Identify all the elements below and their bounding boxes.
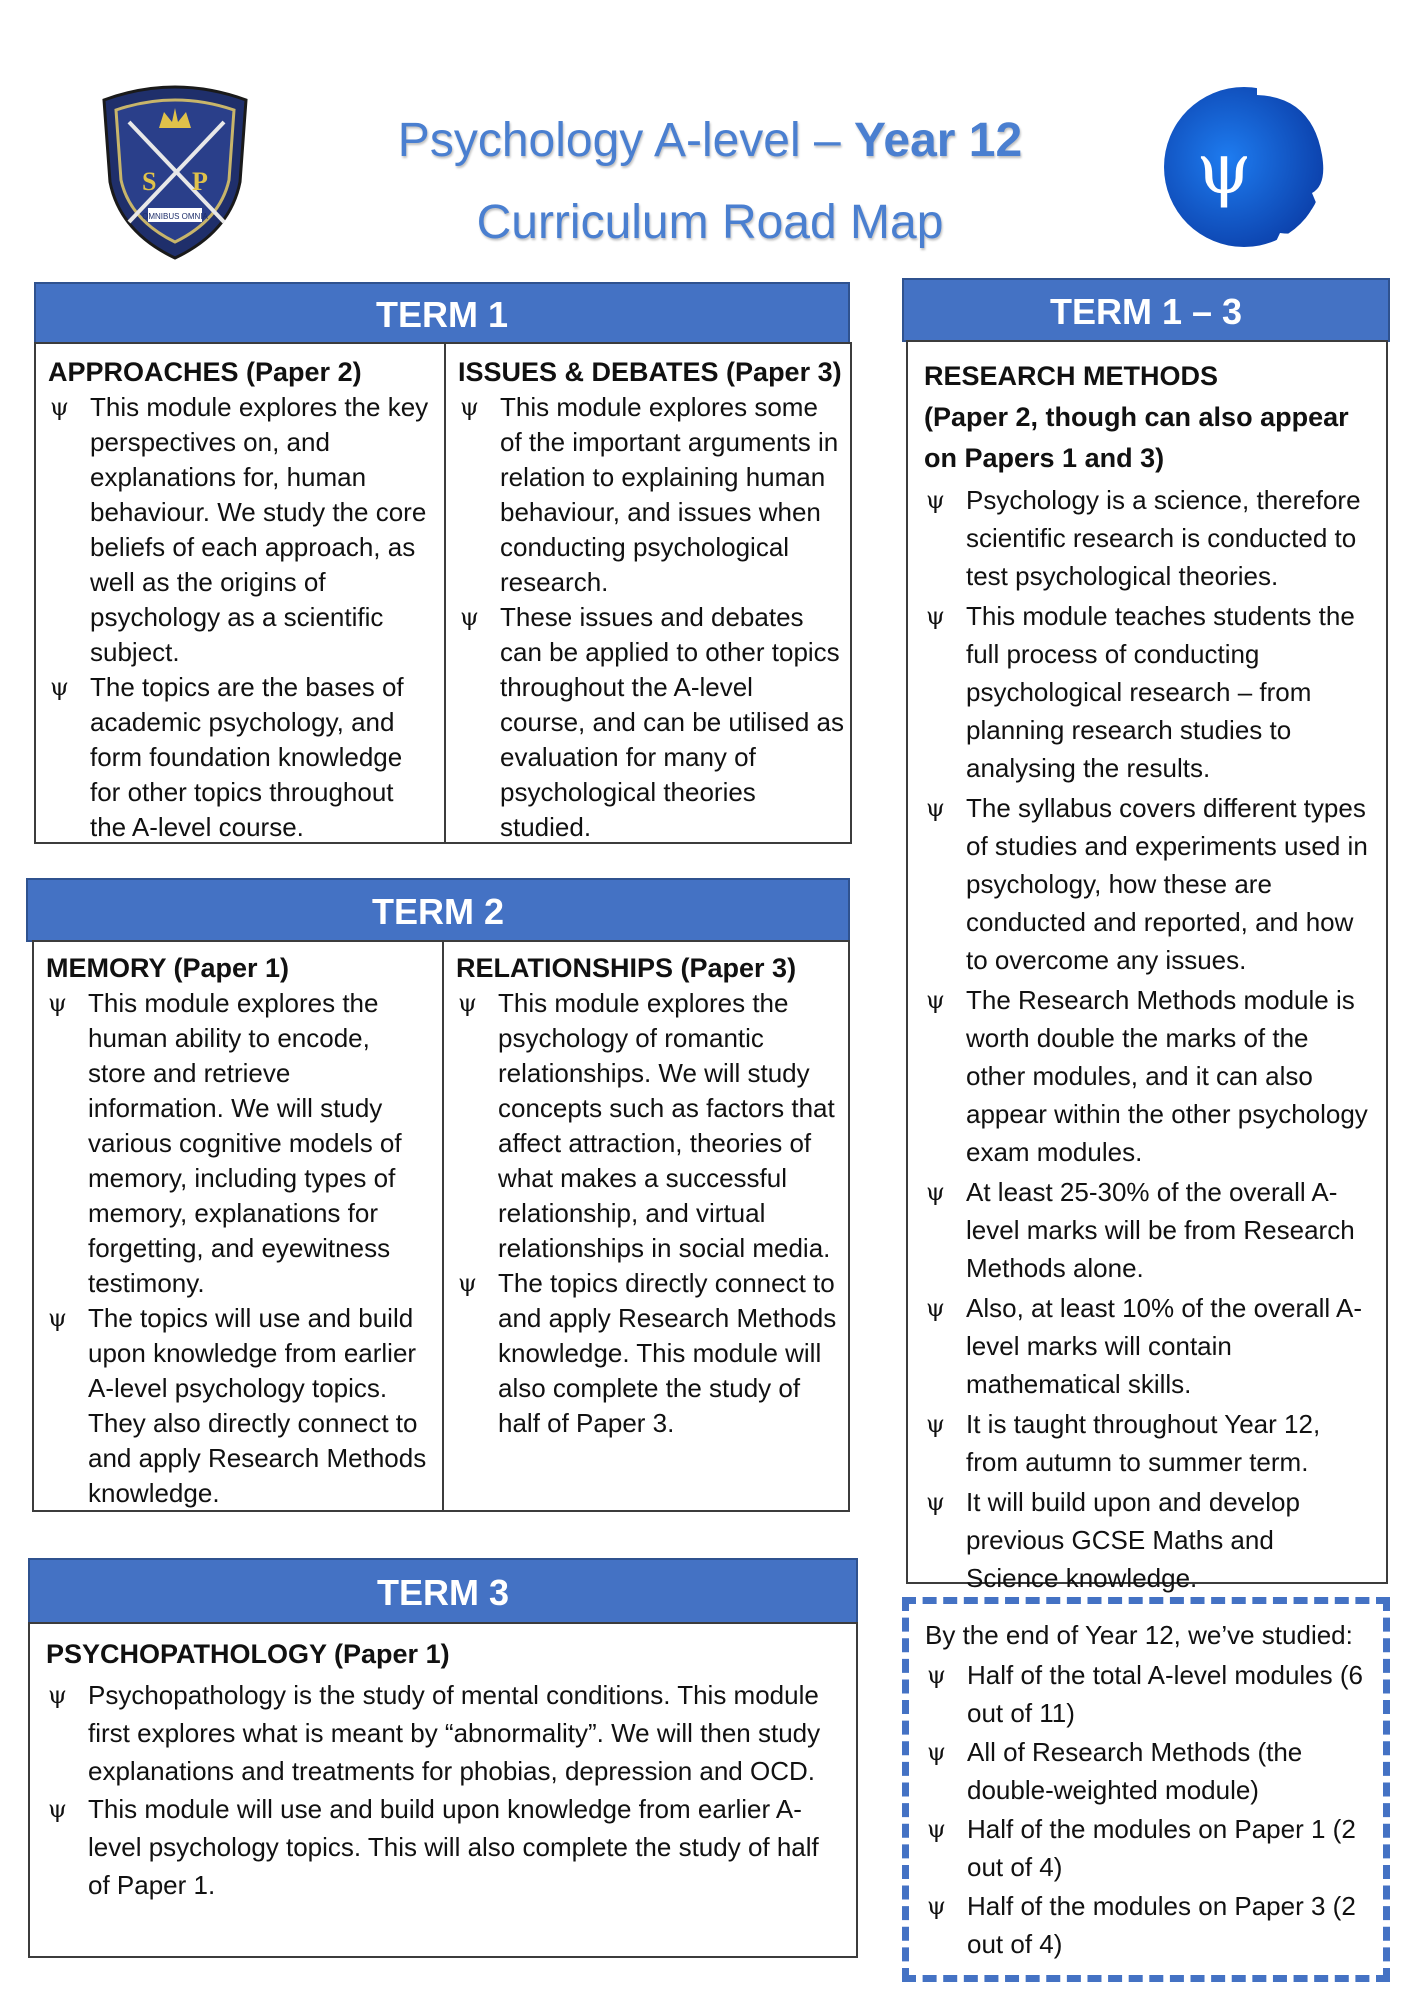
list-item: ψ Half of the modules on Paper 1 (2 out of 4) <box>925 1810 1365 1886</box>
approaches-column <box>36 344 446 842</box>
list-item: ψ Half of the total A-level modules (6 out of 11) <box>925 1656 1365 1732</box>
term3-header: TERM 3 <box>28 1558 858 1624</box>
research-methods-heading <box>924 356 1372 479</box>
list-item: ψ This module explores the human ability to encode, store and retrieve information. We will study various cognitive models of memory, including types of memory, explanations for forgetting, and eyewitness testimony. <box>46 986 432 1301</box>
list-item: ψ Also, at least 10% of the overall A-level marks will contain mathematical skills. <box>924 1289 1372 1403</box>
relationships-heading: RELATIONSHIPS (Paper 3) <box>456 953 797 983</box>
list-item: ψ It is taught throughout Year 12, from autumn to summer term. <box>924 1405 1372 1481</box>
term1-box <box>34 342 852 844</box>
list-item: ψ These issues and debates can be applied to other topics throughout the A-level course, and can be utilised as evaluation for many of psychological theories studied. <box>458 600 844 845</box>
title-prefix: Psychology A-level – <box>397 114 855 167</box>
list-item: ψ The Research Methods module is worth double the marks of the other modules, and it can also appear within the other psychology exam modules. <box>924 981 1372 1171</box>
list-item: ψ It will build upon and develop previous GCSE Maths and Science knowledge. <box>924 1483 1372 1597</box>
list-item: ψ This module explores the psychology of romantic relationships. We will study concepts such as factors that affect attraction, theories of what makes a successful relationship, and virtual relationships in social media. <box>456 986 842 1266</box>
relationships-column <box>444 942 848 1510</box>
issues-list <box>458 390 844 845</box>
term2-box <box>32 940 850 1512</box>
list-item: ψ Psychology is a science, therefore scientific research is conducted to test psychological theories. <box>924 481 1372 595</box>
summary-intro: By the end of Year 12, we’ve studied: <box>925 1620 1353 1650</box>
list-item: ψ All of Research Methods (the double-weighted module) <box>925 1733 1365 1809</box>
issues-heading: ISSUES & DEBATES (Paper 3) <box>458 357 842 387</box>
crest-motto: OMNIBUS OMNIA <box>142 212 208 221</box>
list-item: ψ The syllabus covers different types of studies and experiments used in psychology, how these are conducted and reported, and how to overcome any issues. <box>924 789 1372 979</box>
research-methods-box <box>906 340 1388 1593</box>
list-item: ψ The topics are the bases of academic psychology, and form foundation knowledge for other topics throughout the A-level course. <box>48 670 434 845</box>
list-item: ψ This module will use and build upon knowledge from earlier A-level psychology topics. This will also complete the study of half of Paper 1. <box>46 1790 838 1904</box>
crest-letter-p: P <box>192 167 208 196</box>
list-item: ψ Half of the modules on Paper 3 (2 out of 4) <box>925 1887 1365 1963</box>
memory-heading: MEMORY (Paper 1) <box>46 953 290 983</box>
term13-header: TERM 1 – 3 <box>902 278 1390 342</box>
term2-header: TERM 2 <box>26 878 850 942</box>
approaches-list <box>48 390 434 845</box>
term3-box <box>28 1622 858 1958</box>
psychopathology-list <box>46 1676 838 1904</box>
title-line-2: Curriculum Road Map <box>476 196 944 249</box>
research-methods-title: RESEARCH METHODS <box>924 361 1219 391</box>
memory-list <box>46 986 432 1511</box>
svg-text:ψ: ψ <box>1196 128 1252 210</box>
list-item: ψ The topics will use and build upon knowledge from earlier A-level psychology topics. They also directly connect to and apply Research Methods knowledge. <box>46 1301 432 1511</box>
title-line-1 <box>330 100 1090 182</box>
crest-letter-s: S <box>142 167 157 196</box>
summary-list <box>925 1656 1365 1963</box>
term1-header: TERM 1 <box>34 282 850 344</box>
list-item: ψ This module teaches students the full process of conducting psychological research – from planning research studies to analysing the results. <box>924 597 1372 787</box>
psychopathology-heading: PSYCHOPATHOLOGY (Paper 1) <box>46 1639 450 1669</box>
list-item: ψ Psychopathology is the study of mental conditions. This module first explores what is meant by “abnormality”. We will then study explanations and treatments for phobias, depression and OCD. <box>46 1676 838 1790</box>
research-methods-papers: (Paper 2, though can also appear on Papers 1 and 3) <box>924 402 1349 473</box>
page-title <box>330 100 1090 264</box>
approaches-heading: APPROACHES (Paper 2) <box>48 357 362 387</box>
psychology-head-icon <box>1162 85 1337 250</box>
school-crest-logo <box>84 82 266 262</box>
memory-column <box>34 942 444 1510</box>
list-item: ψ At least 25-30% of the overall A-level marks will be from Research Methods alone. <box>924 1173 1372 1287</box>
title-year: Year 12 <box>854 114 1023 167</box>
research-methods-list <box>924 481 1372 1597</box>
list-item: ψ This module explores the key perspectives on, and explanations for, human behaviour. We study the core beliefs of each approach, as well as the origins of psychology as a scientific subject. <box>48 390 434 670</box>
list-item: ψ The topics directly connect to and apply Research Methods knowledge. This module will also complete the study of half of Paper 3. <box>456 1266 842 1441</box>
year12-summary-box <box>902 1597 1390 1982</box>
list-item: ψ This module explores some of the important arguments in relation to explaining human behaviour, and issues when conducting psychological research. <box>458 390 844 600</box>
issues-column <box>446 344 850 842</box>
relationships-list <box>456 986 842 1441</box>
